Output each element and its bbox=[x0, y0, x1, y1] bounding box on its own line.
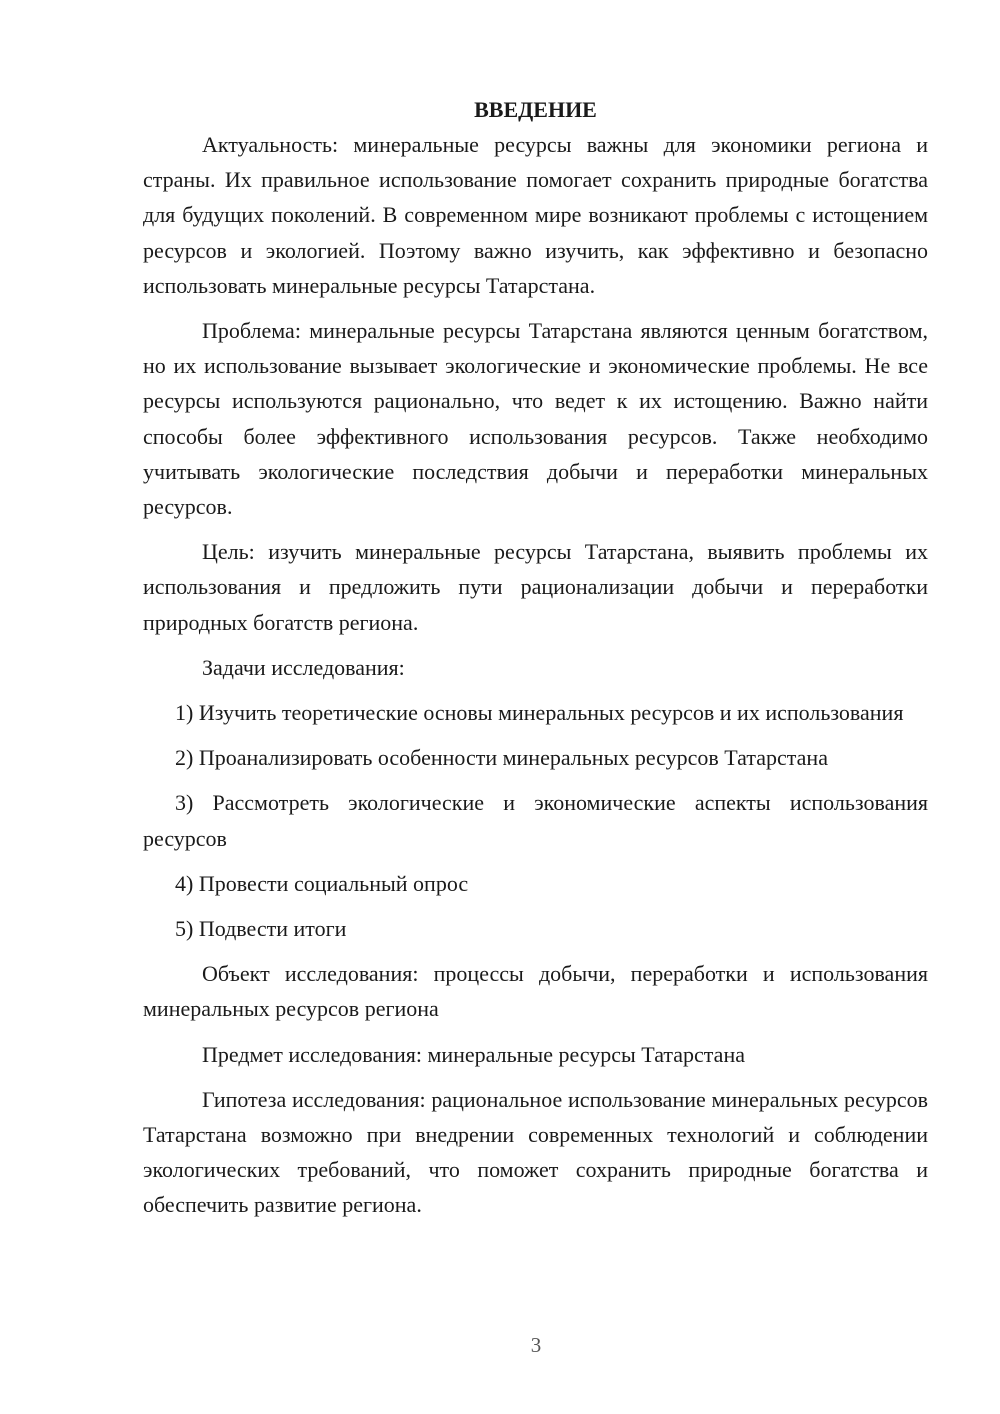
page-number: 3 bbox=[530, 1333, 542, 1357]
paragraph-goal: Цель: изучить минеральные ресурсы Татарстана, выявить проблемы их использования и предложить пути рационализации добычи и переработки природных богатств региона. bbox=[143, 539, 928, 635]
page-title: ВВЕДЕНИЕ bbox=[474, 97, 597, 122]
task-item-2: 2) Проанализировать особенности минеральных ресурсов Татарстана bbox=[175, 745, 828, 771]
task-item-5: 5) Подвести итоги bbox=[175, 916, 347, 942]
document-page bbox=[143, 92, 928, 1223]
tasks-heading: Задачи исследования: bbox=[202, 654, 405, 680]
task-item-4: 4) Провести социальный опрос bbox=[175, 870, 469, 896]
paragraph-object: Объект исследования: процессы добычи, переработки и использования минеральных ресурсов региона bbox=[143, 961, 928, 1022]
paragraph-problem: Проблема: минеральные ресурсы Татарстана являются ценным богатством, но их использование вызывает экологические и экономические проблемы. Не все ресурсы используются рационально, что ведет к их истощению. Важно найти способы более эффективного использования ресурсов. Также необходимо учитывать экологические последствия добычи и переработки минеральных ресурсов. bbox=[143, 318, 928, 520]
task-item-3: 3) Рассмотреть экологические и экономические аспекты использования ресурсов bbox=[143, 790, 928, 851]
paragraph-relevance: Актуальность: минеральные ресурсы важны для экономики региона и страны. Их правильное использование помогает сохранить природные богатства для будущих поколений. В современном мире возникают проблемы с истощением ресурсов и экологией. Поэтому важно изучить, как эффективно и безопасно использовать минеральные ресурсы Татарстана. bbox=[143, 132, 928, 298]
task-item-1: 1) Изучить теоретические основы минеральных ресурсов и их использования bbox=[175, 700, 904, 726]
paragraph-hypothesis: Гипотеза исследования: рациональное использование минеральных ресурсов Татарстана возможно при внедрении современных технологий и соблюдении экологических требований, что поможет сохранить природные богатства и обеспечить развитие региона. bbox=[143, 1086, 928, 1218]
paragraph-subject: Предмет исследования: минеральные ресурсы Татарстана bbox=[202, 1041, 745, 1067]
